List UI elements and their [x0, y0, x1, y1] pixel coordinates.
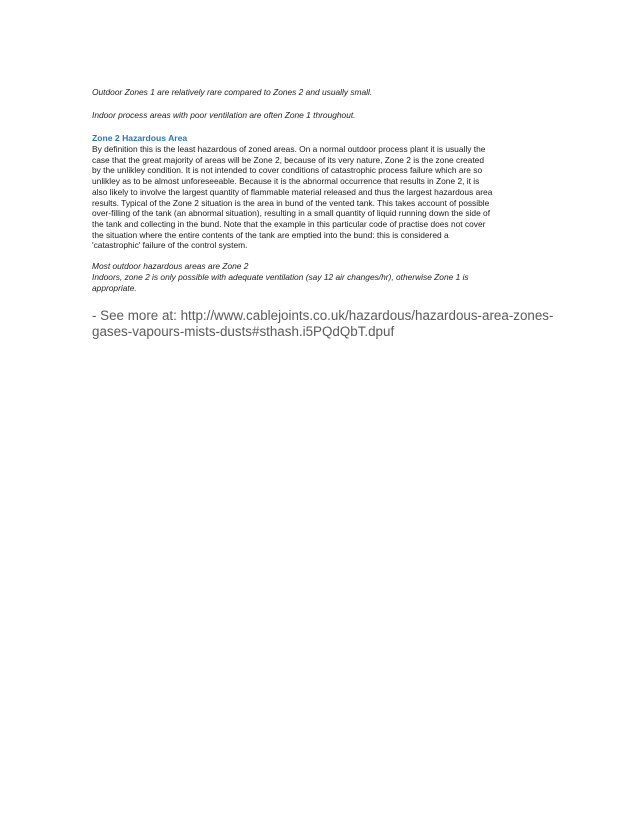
paragraph-line: also likely to involve the largest quantity of flammable material released and thus the largest hazardous area: [92, 186, 493, 197]
section-heading: Zone 2 Hazardous Area: [92, 133, 188, 143]
intro-line-indoor-areas: Indoor process areas with poor ventilation are often Zone 1 throughout.: [92, 110, 356, 120]
paragraph-line: 'catastrophic' failure of the control system.: [92, 240, 248, 251]
see-more-line: - See more at: http://www.cablejoints.co.uk/hazardous/hazardous-area-zones-: [92, 308, 554, 324]
paragraph-line: unlikley as to be almost unforeseeable. Because it is the abnormal occurrence that results in Zone 2, it is: [92, 176, 480, 187]
note-line: appropriate.: [92, 283, 137, 294]
see-more-line: gases-vapours-mists-dusts#sthash.i5PQdQbT.dpuf: [92, 324, 395, 340]
paragraph-line: By definition this is the least hazardous of zoned areas. On a normal outdoor process plant it is usually the: [92, 144, 486, 154]
paragraph-line: over-filling of the tank (an abnormal situation), resulting in a small quantity of liquid running down the side of: [92, 208, 491, 219]
zone-2-notes: [92, 261, 552, 294]
paragraph-line: results. Typical of the Zone 2 situation is the area in bund of the vented tank. This takes account of possible: [92, 197, 490, 208]
note-line: Indoors, zone 2 is only possible with adequate ventilation (say 12 air changes/hr), otherwise Zone 1 is: [92, 272, 469, 283]
paragraph-line: case that the great majority of areas will be Zone 2, because of its very nature, Zone 2 is the zone created: [92, 154, 484, 165]
paragraph-line: the situation where the entire contents of the tank are emptied into the bund: this is considered a: [92, 229, 449, 240]
see-more-source: [92, 308, 552, 340]
note-line: Most outdoor hazardous areas are Zone 2: [92, 261, 249, 272]
paragraph-line: the tank and collecting in the bund. Note that the example in this particular code of practise does not cover: [92, 218, 486, 229]
intro-line-outdoor-zones: Outdoor Zones 1 are relatively rare compared to Zones 2 and usually small.: [92, 87, 373, 97]
document-content: [92, 87, 552, 340]
zone-2-paragraph: [92, 144, 552, 251]
paragraph-line: by the unlikley condition. It is not intended to cover conditions of catastrophic process failure which are so: [92, 165, 483, 176]
